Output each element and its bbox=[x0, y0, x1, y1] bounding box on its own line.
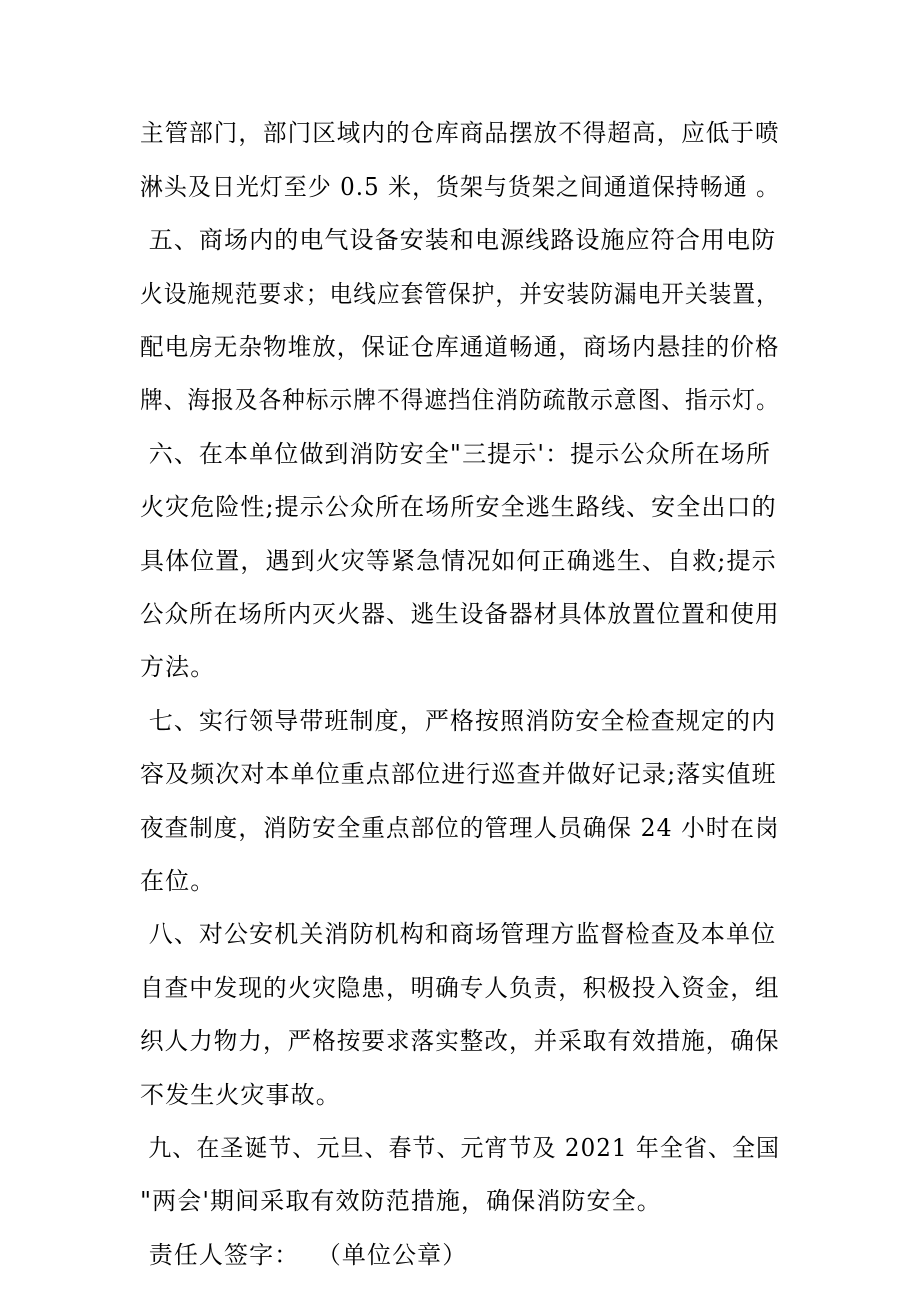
text-line-9: 具体位置，遇到火灾等紧急情况如何正确逃生、自救;提示 bbox=[140, 547, 777, 575]
text-line-14: 夜查制度，消防安全重点部位的管理人员确保 24 小时在岗 bbox=[140, 814, 780, 842]
text-line-11: 方法。 bbox=[140, 653, 216, 681]
section-9-heading-line: 九、在圣诞节、元旦、春节、元宵节及 2021 年全省、全国 bbox=[140, 1134, 781, 1162]
text-line-17: 自查中发现的火灾隐患，明确专人负责，积极投入资金，组 bbox=[140, 974, 780, 1002]
text-line-4: 火设施规范要求；电线应套管保护，并安装防漏电开关装置， bbox=[140, 280, 780, 308]
text-line-6: 牌、海报及各种标示牌不得遮挡住消防疏散示意图、指示灯。 bbox=[140, 386, 780, 414]
signature-line: 责任人签字： （单位公章） bbox=[140, 1241, 468, 1269]
text-line-19: 不发生火灾事故。 bbox=[140, 1081, 341, 1109]
text-line-15: 在位。 bbox=[140, 867, 216, 895]
section-5-heading-line: 五、商场内的电气设备安装和电源线路设施应符合用电防 bbox=[140, 226, 777, 254]
text-line-2: 淋头及日光灯至少 0.5 米，货架与货架之间通道保持畅通 。 bbox=[140, 173, 781, 201]
text-line-13: 容及频次对本单位重点部位进行巡查并做好记录;落实值班 bbox=[140, 760, 777, 788]
text-line-18: 织人力物力，严格按要求落实整改，并采取有效措施，确保 bbox=[140, 1027, 780, 1055]
text-line-21: "两会'期间采取有效防范措施，确保消防安全。 bbox=[140, 1187, 662, 1215]
text-line-1: 主管部门，部门区域内的仓库商品摆放不得超高，应低于喷 bbox=[140, 119, 780, 147]
section-7-heading-line: 七、实行领导带班制度，严格按照消防安全检查规定的内 bbox=[140, 707, 777, 735]
section-6-heading-line: 六、在本单位做到消防安全"三提示'：提示公众所在场所 bbox=[140, 440, 771, 468]
text-line-8: 火灾危险性;提示公众所在场所安全逃生路线、安全出口的 bbox=[140, 493, 777, 521]
section-8-heading-line: 八、对公安机关消防机构和商场管理方监督检查及本单位 bbox=[140, 920, 777, 948]
text-line-10: 公众所在场所内灭火器、逃生设备器材具体放置位置和使用 bbox=[140, 600, 780, 628]
text-line-5: 配电房无杂物堆放，保证仓库通道畅通，商场内悬挂的价格 bbox=[140, 333, 780, 361]
